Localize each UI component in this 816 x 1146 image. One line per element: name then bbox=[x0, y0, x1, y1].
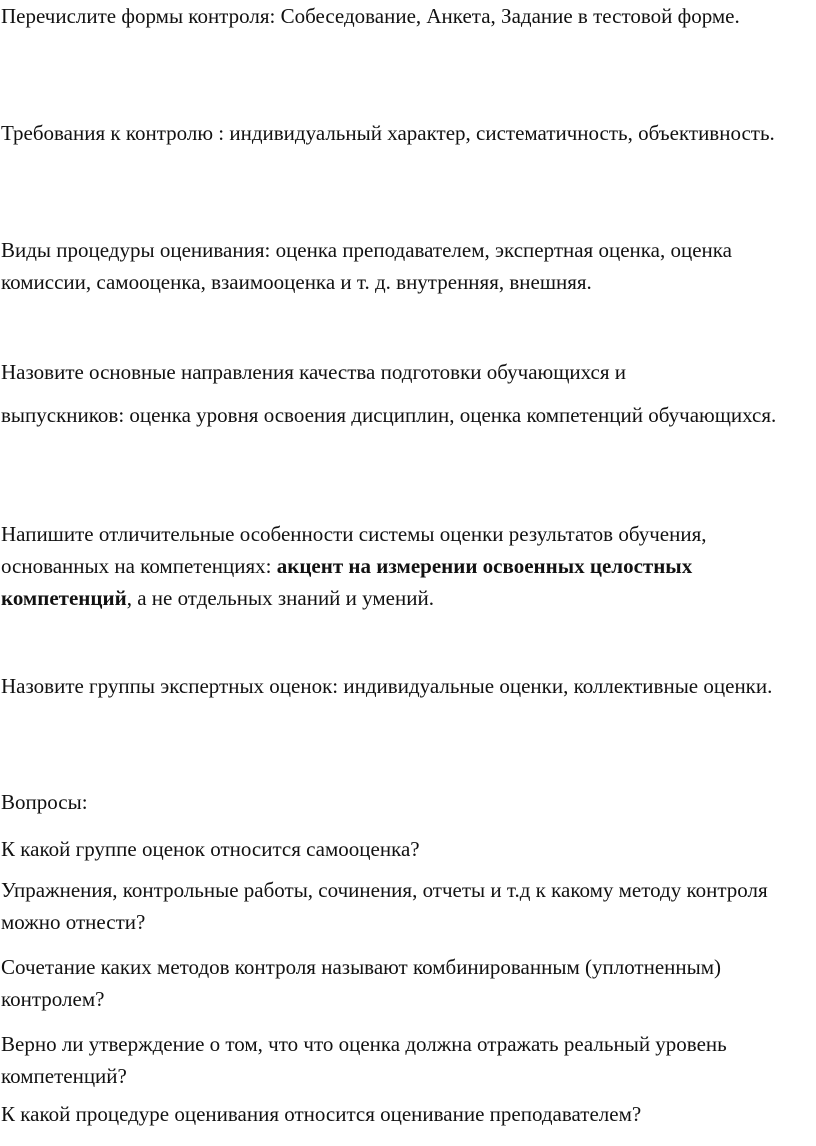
paragraph-assessment-procedures: Виды процедуры оценивания: оценка преподавателем, экспертная оценка, оценка комиссии, самооценка, взаимооценка и т. д. внутренняя, внешняя. bbox=[1, 238, 732, 294]
paragraph-quality-directions-intro: Назовите основные направления качества подготовки обучающихся и bbox=[1, 360, 626, 384]
paragraph-quality-directions-answer: выпускников: оценка уровня освоения дисциплин, оценка компетенций обучающихся. bbox=[1, 403, 777, 427]
question-item: К какой процедуре оценивания относится оценивание преподавателем? bbox=[1, 1102, 642, 1126]
competency-features-ending: , а не отдельных знаний и умений. bbox=[126, 586, 434, 610]
question-item: Сочетание каких методов контроля называют комбинированным (уплотненным) контролем? bbox=[1, 955, 722, 1011]
paragraph-control-forms: Перечислите формы контроля: Собеседование, Анкета, Задание в тестовой форме. bbox=[1, 4, 740, 28]
question-item: Упражнения, контрольные работы, сочинения, отчеты и т.д к какому методу контроля можно отнести? bbox=[1, 878, 768, 934]
questions-heading: Вопросы: bbox=[1, 790, 88, 814]
question-item: К какой группе оценок относится самооценка? bbox=[1, 837, 420, 861]
paragraph-expert-groups: Назовите группы экспертных оценок: индивидуальные оценки, коллективные оценки. bbox=[1, 674, 773, 698]
paragraph-competency-features bbox=[1, 518, 813, 614]
competency-features-text: Напишите отличительные особенности системы оценки результатов обучения, основанных на компетенциях: bbox=[1, 522, 707, 578]
question-item: Верно ли утверждение о том, что что оценка должна отражать реальный уровень компетенций? bbox=[1, 1032, 727, 1088]
paragraph-control-requirements: Требования к контролю : индивидуальный характер, систематичность, объективность. bbox=[1, 121, 775, 145]
competency-features-emphasis: акцент на измерении освоенных целостных компетенций bbox=[1, 554, 693, 610]
